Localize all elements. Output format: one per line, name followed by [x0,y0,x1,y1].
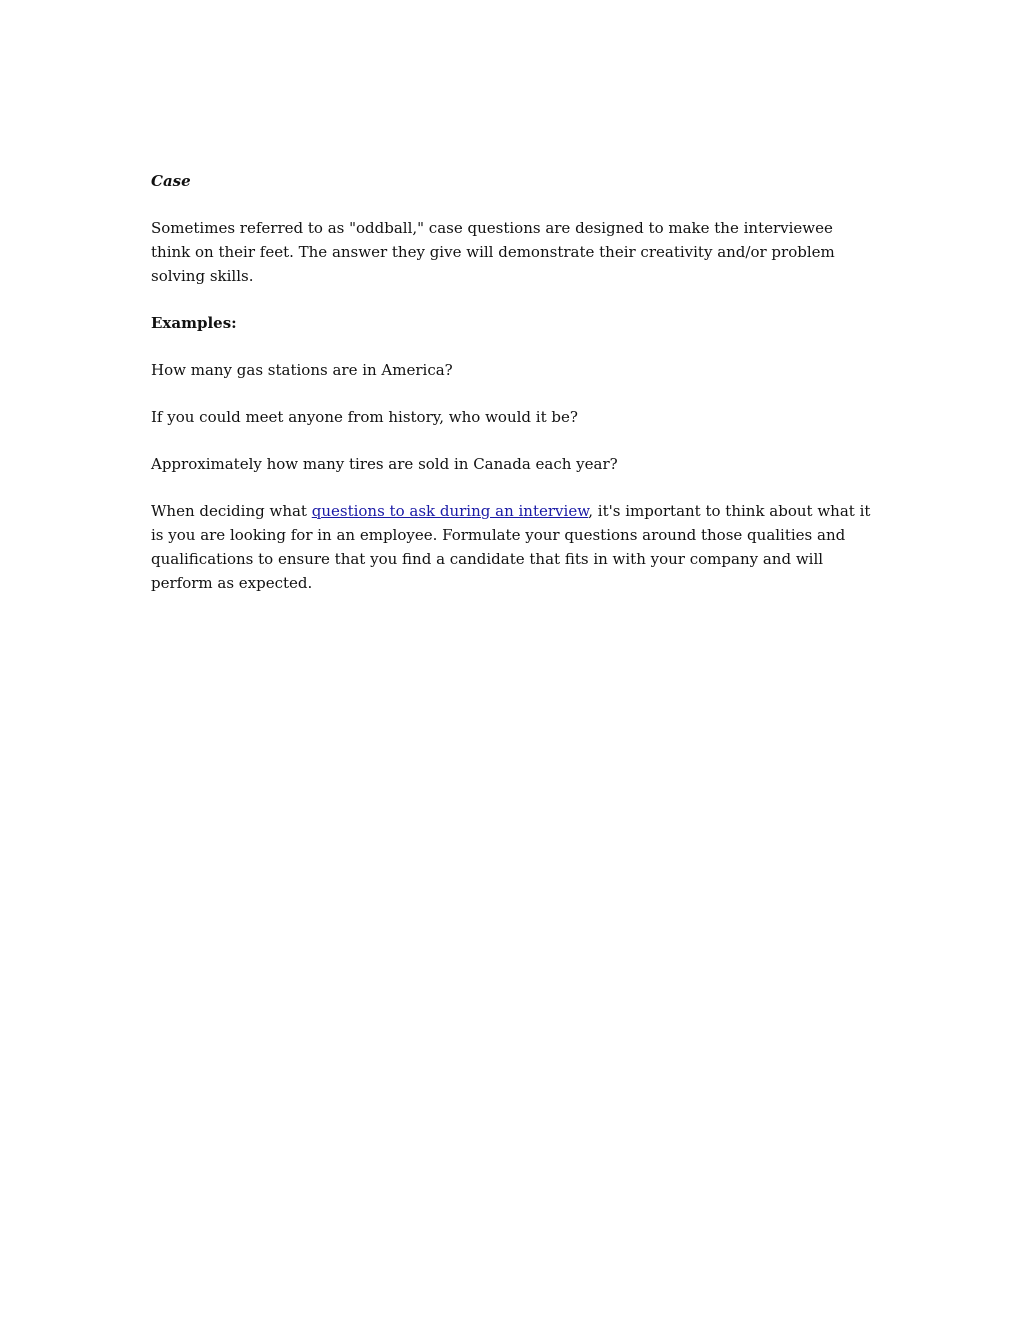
section-title: Case [151,172,191,190]
example-item: Approximately how many tires are sold in Canada each year? [151,455,618,473]
interview-questions-link[interactable]: questions to ask during an interview [311,502,589,520]
closing-text-before-link: When deciding what [151,502,312,520]
examples-heading: Examples: [151,314,237,332]
closing-text-after-link: , it's important to think about what it is you are looking for in an employee. Formulate your questions around those qualities and qualifications to ensure that you find a candidate that fits in with your company and will perform as expected. [151,502,871,592]
example-item: If you could meet anyone from history, who would it be? [151,408,578,426]
document-page [151,169,876,618]
example-item: How many gas stations are in America? [151,361,453,379]
closing-paragraph [151,499,876,595]
intro-paragraph: Sometimes referred to as "oddball," case questions are designed to make the interviewee think on their feet. The answer they give will demonstrate their creativity and/or problem solving skills. [151,219,835,285]
